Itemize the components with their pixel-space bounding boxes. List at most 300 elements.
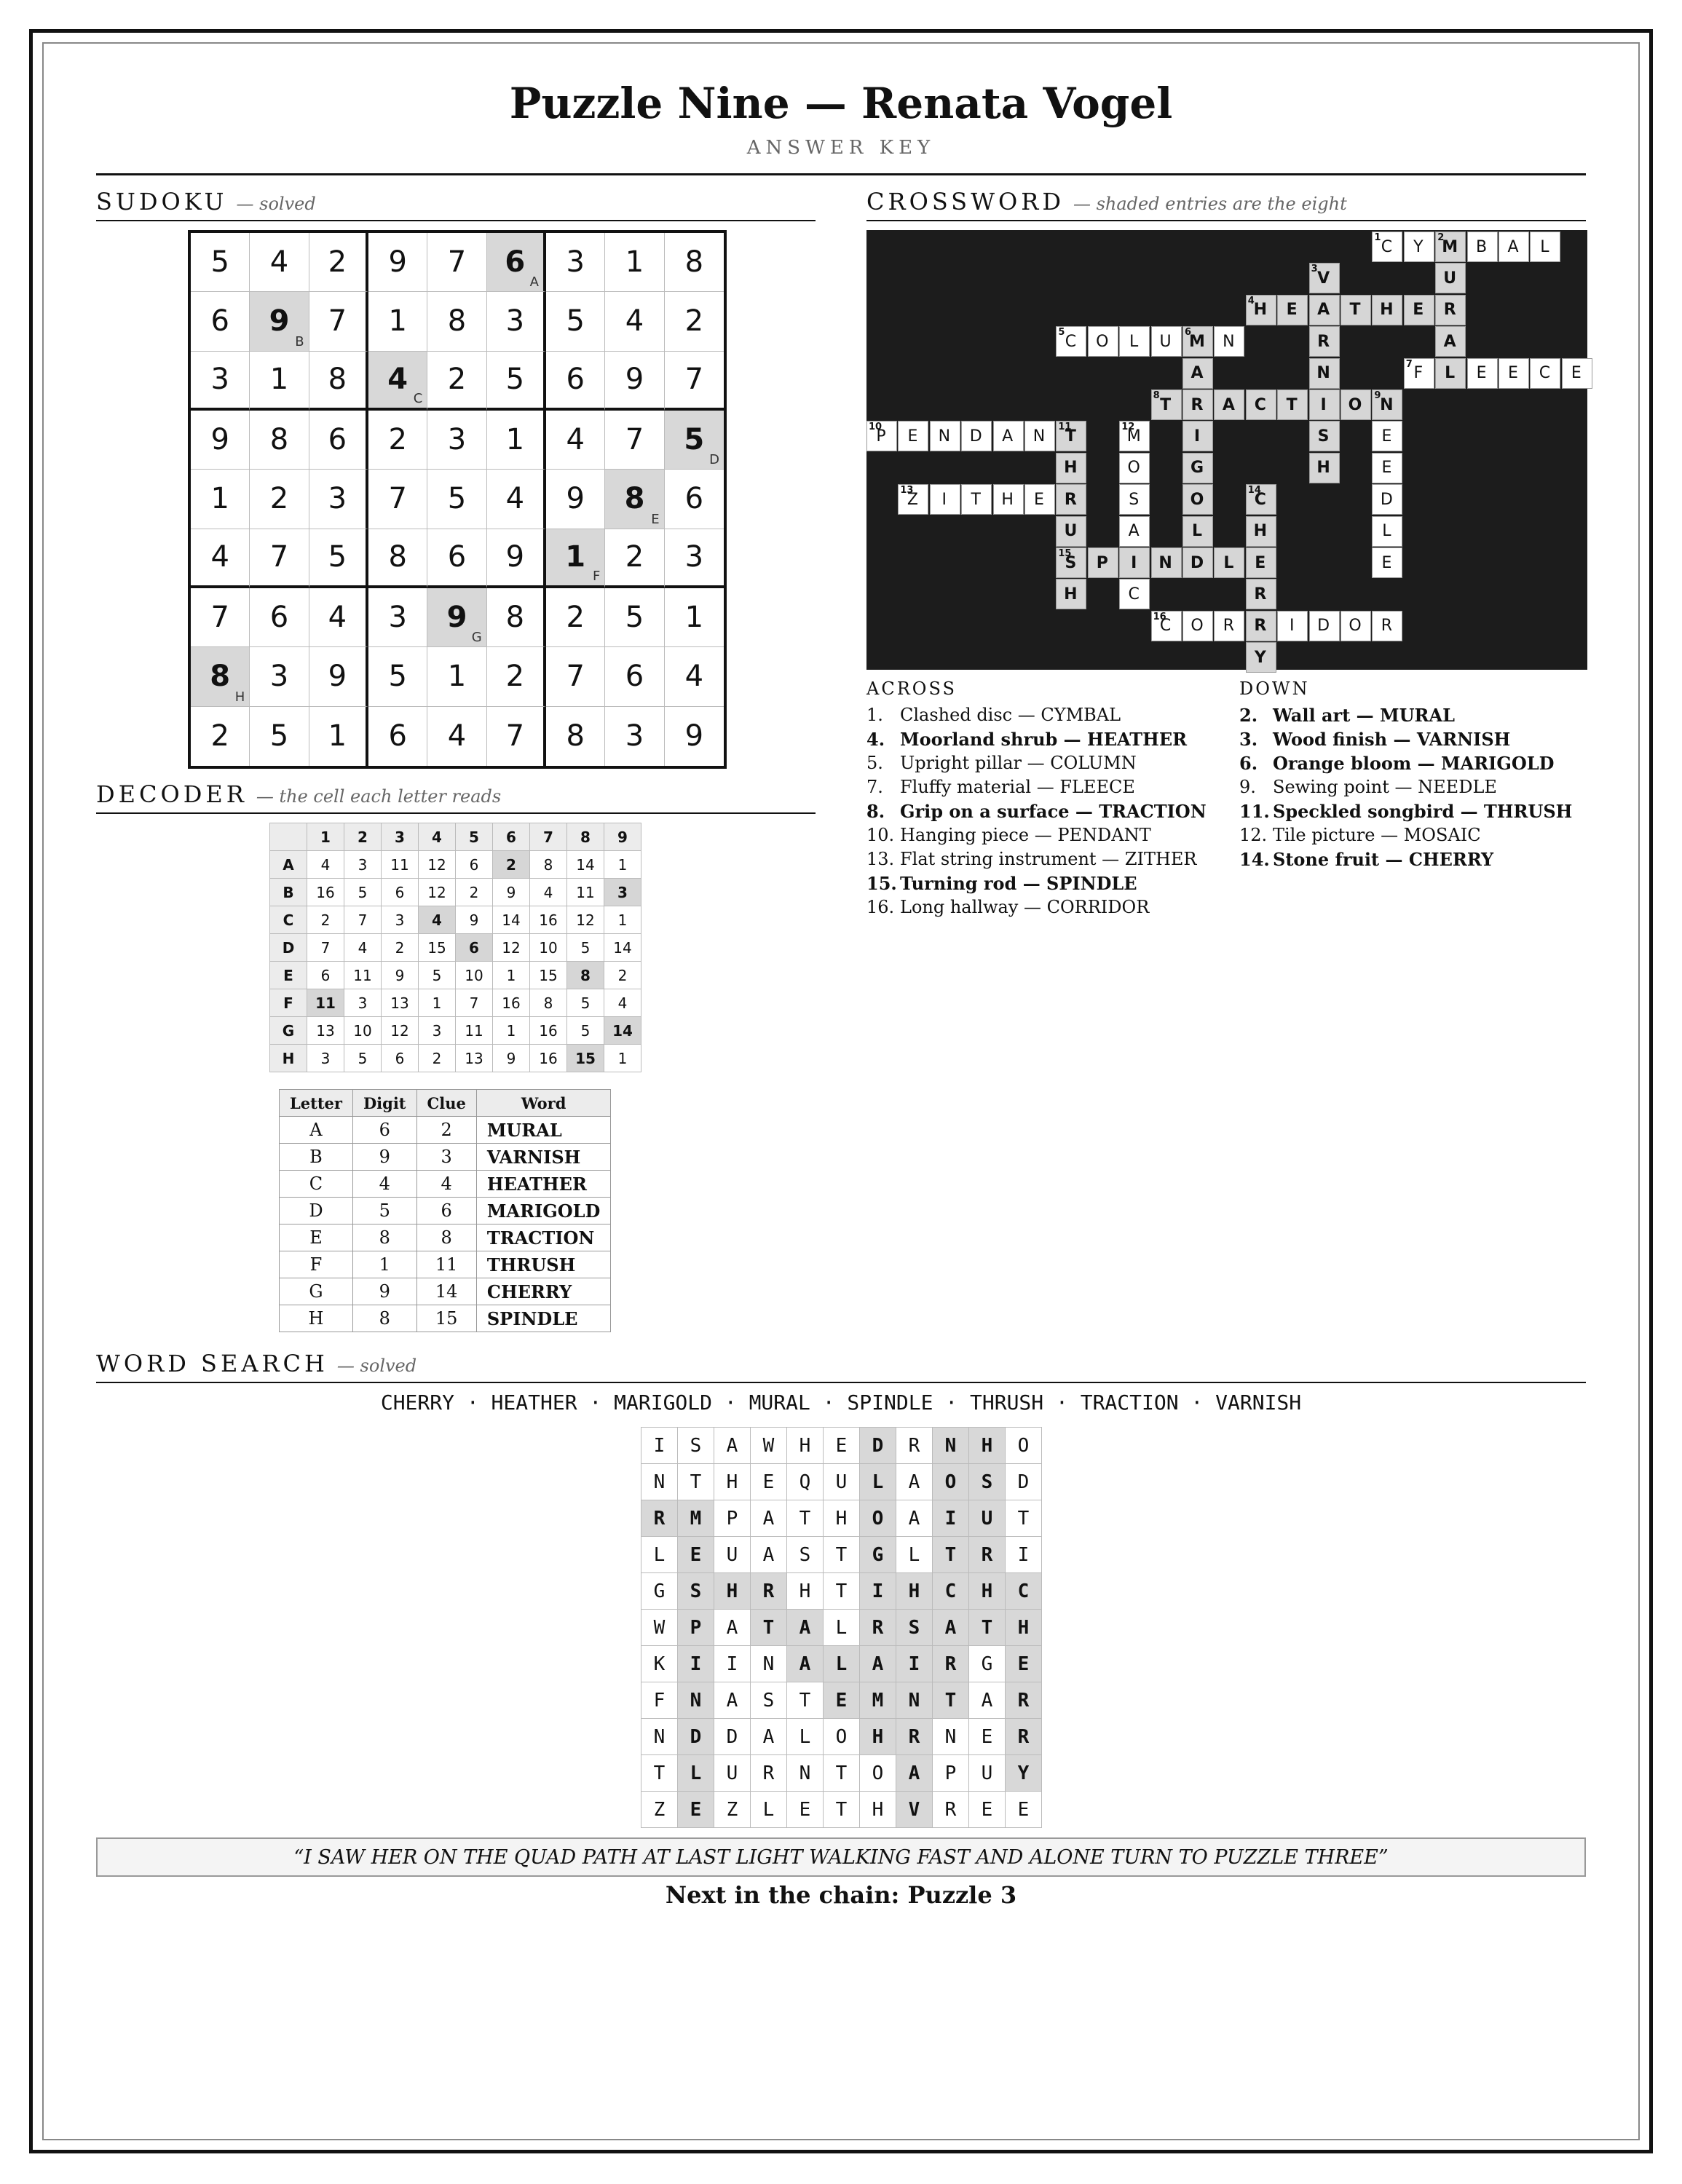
decoder-cell: 3	[307, 1045, 344, 1072]
wordsearch-cell: I	[933, 1500, 969, 1537]
clue-text: Sewing point — NEEDLE	[1273, 777, 1497, 797]
crossword-grid	[866, 230, 1587, 670]
wordsearch-cell: L	[751, 1792, 787, 1828]
decoder-row	[270, 879, 641, 906]
decoder-cell: 4	[604, 989, 641, 1017]
crossword-cell: N	[1151, 547, 1182, 578]
decoder-cell: 1	[604, 906, 641, 934]
decoder-column-header: 4	[419, 823, 456, 851]
crossword-clue-number: 4	[1247, 295, 1255, 306]
decoder-cell: 8	[567, 962, 604, 989]
decoder-cell: 9	[382, 962, 419, 989]
sudoku-cell: 4	[250, 233, 309, 292]
crossword-cell: U	[1056, 516, 1086, 547]
clue-text: Orange bloom — MARIGOLD	[1273, 753, 1555, 774]
decoder-cell: 2	[382, 934, 419, 962]
crossword-cell: N	[1309, 358, 1340, 389]
crossword-cell: E	[1404, 295, 1434, 325]
decoder-cell: 1	[604, 1045, 641, 1072]
sudoku-cell-tag: G	[471, 630, 482, 646]
crossword-cell: S 15	[1056, 547, 1086, 578]
key-cell: 9	[352, 1144, 416, 1171]
crossword-cell: Z 13	[898, 484, 928, 515]
sudoku-cell: 1	[427, 647, 486, 706]
crossword-cell: R	[1246, 579, 1276, 609]
sudoku-cell-tag: H	[234, 689, 245, 705]
wordsearch-cell: P	[678, 1610, 714, 1646]
sudoku-cell: 5	[191, 233, 250, 292]
key-cell: A	[280, 1117, 353, 1144]
wordsearch-cell: W	[751, 1428, 787, 1464]
key-row	[280, 1251, 611, 1278]
decoder-cell: 4	[344, 934, 382, 962]
decoder-cell: 11	[382, 851, 419, 879]
sudoku-cell: 3	[427, 411, 486, 470]
crossword-cell: T	[961, 484, 992, 515]
crossword-cell: I	[1119, 547, 1150, 578]
crossword-cell: O	[1182, 484, 1213, 515]
sudoku-cell: 8 H	[191, 647, 250, 706]
crossword-cell: D	[961, 421, 992, 451]
sudoku-cell: 3	[487, 292, 546, 351]
sudoku-cell: 7	[605, 411, 664, 470]
wordsearch-heading	[96, 1350, 416, 1377]
wordsearch-cell: U	[714, 1755, 751, 1792]
sudoku-cell: 2	[309, 233, 368, 292]
clue-item	[1239, 727, 1572, 751]
clue-item	[866, 871, 1207, 895]
clue-number: 14.	[1239, 849, 1270, 870]
key-cell: H	[280, 1305, 353, 1332]
sudoku-cell: 7	[368, 470, 427, 529]
decoder-cell: 3	[344, 851, 382, 879]
decoder-cell: 15	[419, 934, 456, 962]
decoder-row	[270, 1045, 641, 1072]
crossword-cell: L	[1372, 516, 1402, 547]
wordsearch-cell: A	[896, 1464, 933, 1500]
key-word-cell: VARNISH	[476, 1144, 610, 1171]
clue-number: 7.	[866, 777, 883, 797]
decoder-row	[270, 851, 641, 879]
wordsearch-cell: A	[896, 1500, 933, 1537]
crossword-cell: D	[1309, 611, 1340, 641]
sudoku-cell-tag: B	[295, 333, 304, 349]
crossword-cell: S	[1119, 484, 1150, 515]
sudoku-heading	[96, 188, 316, 215]
crossword-cell: C	[1246, 389, 1276, 420]
wordsearch-cell: H	[969, 1573, 1006, 1610]
clue-item	[866, 895, 1207, 919]
wordsearch-cell: E	[678, 1792, 714, 1828]
wordsearch-cell: N	[933, 1719, 969, 1755]
wordsearch-cell: E	[751, 1464, 787, 1500]
key-cell: 8	[416, 1224, 476, 1251]
decoder-cell: 8	[530, 989, 567, 1017]
wordsearch-cell: H	[787, 1573, 824, 1610]
decoder-cell: 3	[419, 1017, 456, 1045]
crossword-clue-number: 10	[869, 422, 883, 433]
clue-number: 10.	[866, 825, 895, 845]
sudoku-cell: 1	[309, 707, 368, 766]
key-cell: G	[280, 1278, 353, 1305]
wordsearch-cell: A	[751, 1500, 787, 1537]
wordsearch-cell: V	[896, 1792, 933, 1828]
decoder-column-header: 2	[344, 823, 382, 851]
wordsearch-cell: G	[969, 1646, 1006, 1682]
wordsearch-cell: I	[1006, 1537, 1042, 1573]
sudoku-cell: 9	[368, 233, 427, 292]
crossword-clue-number: 2	[1437, 232, 1445, 243]
key-word-cell: HEATHER	[476, 1171, 610, 1198]
wordsearch-cell: E	[1006, 1646, 1042, 1682]
key-cell: 6	[352, 1117, 416, 1144]
key-row	[280, 1305, 611, 1332]
wordsearch-cell: A	[969, 1682, 1006, 1719]
decoder-cell: 9	[493, 879, 530, 906]
wordsearch-cell: D	[860, 1428, 896, 1464]
clue-text: Long hallway — CORRIDOR	[900, 897, 1150, 917]
crossword-cell: O	[1088, 326, 1118, 357]
decoder-cell: 4	[419, 906, 456, 934]
key-word-cell: SPINDLE	[476, 1305, 610, 1332]
clue-number: 13.	[866, 849, 895, 869]
wordsearch-cell: C	[1006, 1573, 1042, 1610]
wordsearch-cell: H	[1006, 1610, 1042, 1646]
sudoku-cell: 6	[546, 352, 605, 411]
wordsearch-heading-note: — solved	[336, 1356, 417, 1376]
clue-item	[866, 799, 1207, 823]
crossword-cell: A	[993, 421, 1024, 451]
sudoku-cell: 3	[309, 470, 368, 529]
wordsearch-cell: A	[714, 1610, 751, 1646]
wordsearch-cell: T	[824, 1755, 860, 1792]
clue-text: Grip on a surface — TRACTION	[900, 801, 1207, 822]
wordsearch-cell: E	[1006, 1792, 1042, 1828]
crossword-clue-number: 6	[1185, 327, 1192, 339]
decoder-cell: 12	[567, 906, 604, 934]
decoder-heading-label: DECODER	[96, 780, 248, 808]
wordsearch-cell: E	[678, 1537, 714, 1573]
sudoku-cell-tag: A	[529, 274, 539, 290]
decoder-cell: 12	[419, 879, 456, 906]
key-cell: C	[280, 1171, 353, 1198]
wordsearch-cell: A	[714, 1682, 751, 1719]
crossword-cell: A	[1309, 295, 1340, 325]
wordsearch-word-list: CHERRY · HEATHER · MARIGOLD · MURAL · SPINDLE · THRUSH · TRACTION · VARNISH	[380, 1390, 1302, 1415]
wordsearch-cell: O	[824, 1719, 860, 1755]
wordsearch-cell: A	[751, 1537, 787, 1573]
sudoku-cell: 2	[250, 470, 309, 529]
crossword-cell: T	[1277, 389, 1308, 420]
decoder-cell: 15	[530, 962, 567, 989]
crossword-cell: R	[1056, 484, 1086, 515]
wordsearch-cell: T	[824, 1537, 860, 1573]
key-header-row	[280, 1090, 611, 1117]
decoder-cell: 12	[493, 934, 530, 962]
decoder-rule	[96, 812, 816, 814]
wordsearch-cell: E	[969, 1719, 1006, 1755]
clue-item	[866, 703, 1207, 727]
title-rule	[96, 173, 1586, 175]
sudoku-heading-label: SUDOKU	[96, 188, 228, 215]
crossword-cell: E	[1372, 547, 1402, 578]
wordsearch-cell: T	[641, 1755, 678, 1792]
decoder-column-header: 3	[382, 823, 419, 851]
clue-text: Wall art — MURAL	[1273, 705, 1455, 726]
wordsearch-cell: T	[824, 1792, 860, 1828]
key-row	[280, 1117, 611, 1144]
decoder-cell: 1	[493, 1017, 530, 1045]
wordsearch-cell: O	[1006, 1428, 1042, 1464]
crossword-clue-number: 3	[1311, 264, 1318, 275]
sudoku-cell: 6	[368, 707, 427, 766]
wordsearch-cell: R	[1006, 1682, 1042, 1719]
crossword-cell: H	[1246, 516, 1276, 547]
key-row	[280, 1144, 611, 1171]
crossword-cell: I	[1277, 611, 1308, 641]
clue-text: Clashed disc — CYMBAL	[900, 705, 1121, 725]
decoder-cell: 10	[456, 962, 493, 989]
decoder-row-header: G	[270, 1017, 307, 1045]
wordsearch-cell: M	[678, 1500, 714, 1537]
decoder-cell: 12	[419, 851, 456, 879]
crossword-cell: O	[1341, 611, 1371, 641]
crossword-cell: L	[1182, 516, 1213, 547]
sudoku-cell: 7	[309, 292, 368, 351]
sudoku-cell: 5	[368, 647, 427, 706]
sudoku-cell: 5	[546, 292, 605, 351]
decoder-cell: 16	[530, 1045, 567, 1072]
clue-number: 5.	[866, 753, 883, 773]
sudoku-cell: 2	[546, 588, 605, 647]
sudoku-cell: 9 G	[427, 588, 486, 647]
crossword-clue-number: 12	[1121, 422, 1135, 433]
key-word-cell: THRUSH	[476, 1251, 610, 1278]
decoder-cell: 13	[456, 1045, 493, 1072]
wordsearch-cell: R	[860, 1610, 896, 1646]
sudoku-cell: 6	[427, 529, 486, 588]
decoder-cell: 10	[530, 934, 567, 962]
wordsearch-cell: I	[860, 1573, 896, 1610]
sudoku-cell: 1	[191, 470, 250, 529]
crossword-cell: F 7	[1404, 358, 1434, 389]
crossword-cell: E	[1562, 358, 1592, 389]
crossword-cell: A	[1119, 516, 1150, 547]
crossword-cell: A	[1214, 389, 1244, 420]
clue-number: 4.	[866, 729, 885, 750]
clue-item	[1239, 799, 1572, 823]
across-heading: ACROSS	[866, 678, 957, 699]
clue-number: 9.	[1239, 777, 1256, 797]
sudoku-cell: 4 C	[368, 352, 427, 411]
clue-number: 16.	[866, 897, 895, 917]
crossword-cell: L	[1435, 358, 1466, 389]
sudoku-cell: 8	[665, 233, 724, 292]
decoder-cell: 9	[493, 1045, 530, 1072]
wordsearch-cell: T	[787, 1500, 824, 1537]
wordsearch-cell: R	[933, 1646, 969, 1682]
key-word-cell: CHERRY	[476, 1278, 610, 1305]
decoder-cell: 15	[567, 1045, 604, 1072]
sudoku-cell: 1	[487, 411, 546, 470]
page-title: Puzzle Nine — Renata Vogel	[509, 79, 1173, 128]
sudoku-cell: 8	[309, 352, 368, 411]
clue-number: 6.	[1239, 753, 1258, 774]
wordsearch-cell: Z	[641, 1792, 678, 1828]
decoder-cell: 6	[382, 1045, 419, 1072]
wordsearch-cell: O	[860, 1755, 896, 1792]
clue-item	[1239, 775, 1572, 799]
key-column-header: Word	[476, 1090, 610, 1117]
sudoku-cell: 3	[546, 233, 605, 292]
decoder-cell: 14	[567, 851, 604, 879]
crossword-cell: O	[1341, 389, 1371, 420]
sudoku-cell: 1	[250, 352, 309, 411]
decoder-cell: 5	[344, 879, 382, 906]
sudoku-cell: 4	[427, 707, 486, 766]
decoder-cell: 14	[604, 1017, 641, 1045]
wordsearch-cell: R	[933, 1792, 969, 1828]
sudoku-cell: 5	[427, 470, 486, 529]
crossword-cell: T 8	[1151, 389, 1182, 420]
crossword-cell: C 14	[1246, 484, 1276, 515]
crossword-cell: N	[1024, 421, 1055, 451]
crossword-cell: P 10	[866, 421, 897, 451]
wordsearch-cell: T	[933, 1537, 969, 1573]
crossword-clue-number: 14	[1247, 485, 1261, 496]
decoder-cell: 2	[456, 879, 493, 906]
sudoku-cell: 9	[191, 411, 250, 470]
decoder-row	[270, 934, 641, 962]
clue-item	[1239, 703, 1572, 727]
wordsearch-cell: L	[824, 1646, 860, 1682]
sudoku-cell: 8	[546, 707, 605, 766]
sudoku-cell: 3	[665, 529, 724, 588]
wordsearch-cell: G	[641, 1573, 678, 1610]
decoder-cell: 13	[307, 1017, 344, 1045]
decoder-cell: 7	[456, 989, 493, 1017]
key-row	[280, 1198, 611, 1224]
crossword-cell: E	[1467, 358, 1498, 389]
key-cell: D	[280, 1198, 353, 1224]
crossword-cell: C 5	[1056, 326, 1086, 357]
sudoku-cell: 4	[546, 411, 605, 470]
decoder-heading-note: — the cell each letter reads	[256, 786, 502, 807]
decoder-header-row	[270, 823, 641, 851]
clue-text: Wood finish — VARNISH	[1273, 729, 1511, 750]
wordsearch-cell: H	[860, 1792, 896, 1828]
decoder-heading	[96, 780, 501, 808]
clue-item	[866, 775, 1207, 799]
key-cell: E	[280, 1224, 353, 1251]
clue-number: 12.	[1239, 825, 1268, 845]
key-cell: 9	[352, 1278, 416, 1305]
sudoku-cell: 2	[487, 647, 546, 706]
key-cell: 8	[352, 1305, 416, 1332]
decoder-row-header: A	[270, 851, 307, 879]
key-cell: B	[280, 1144, 353, 1171]
clue-item	[866, 823, 1207, 847]
wordsearch-cell: U	[969, 1755, 1006, 1792]
sudoku-cell: 6	[605, 647, 664, 706]
wordsearch-grid	[641, 1427, 1042, 1828]
wordsearch-cell: R	[969, 1537, 1006, 1573]
crossword-cell: N 9	[1372, 389, 1402, 420]
decoder-cell: 16	[307, 879, 344, 906]
decoder-row	[270, 1017, 641, 1045]
key-cell: 6	[416, 1198, 476, 1224]
clue-number: 8.	[866, 801, 885, 822]
clue-text: Upright pillar — COLUMN	[900, 753, 1137, 773]
sudoku-cell: 3	[250, 647, 309, 706]
decoder-cell: 2	[419, 1045, 456, 1072]
clue-number: 2.	[1239, 705, 1258, 726]
wordsearch-cell: M	[860, 1682, 896, 1719]
crossword-cell: N	[1214, 326, 1244, 357]
wordsearch-cell: L	[896, 1537, 933, 1573]
wordsearch-cell: I	[714, 1646, 751, 1682]
key-column-header: Digit	[352, 1090, 416, 1117]
key-cell: 11	[416, 1251, 476, 1278]
decoder-cell: 7	[344, 906, 382, 934]
crossword-cell: H	[1056, 453, 1086, 483]
wordsearch-cell: N	[641, 1719, 678, 1755]
sudoku-cell-tag: F	[592, 569, 601, 584]
wordsearch-cell: O	[860, 1500, 896, 1537]
decoder-key-table	[279, 1089, 611, 1332]
sudoku-cell: 2	[665, 292, 724, 351]
key-row	[280, 1224, 611, 1251]
sudoku-cell: 3	[605, 707, 664, 766]
crossword-cell: R	[1435, 295, 1466, 325]
wordsearch-cell: H	[896, 1573, 933, 1610]
crossword-clue-number: 1	[1374, 232, 1381, 243]
sudoku-cell: 4	[665, 647, 724, 706]
crossword-cell: N	[930, 421, 960, 451]
wordsearch-cell: H	[714, 1464, 751, 1500]
decoder-cell: 1	[493, 962, 530, 989]
wordsearch-cell: L	[787, 1719, 824, 1755]
decoder-cell: 13	[382, 989, 419, 1017]
decoder-row	[270, 906, 641, 934]
crossword-cell: E	[1024, 484, 1055, 515]
sudoku-cell: 1 F	[546, 529, 605, 588]
sudoku-cell: 6	[191, 292, 250, 351]
decoder-column-header: 9	[604, 823, 641, 851]
crossword-cell: M 6	[1182, 326, 1213, 357]
key-word-cell: TRACTION	[476, 1224, 610, 1251]
wordsearch-cell: N	[787, 1755, 824, 1792]
sudoku-cell: 5	[250, 707, 309, 766]
sudoku-cell: 4	[309, 588, 368, 647]
wordsearch-cell: L	[824, 1610, 860, 1646]
crossword-cell: R	[1372, 611, 1402, 641]
wordsearch-cell: S	[969, 1464, 1006, 1500]
decoder-corner-cell	[270, 823, 307, 851]
decoder-cell: 6	[307, 962, 344, 989]
clue-item	[1239, 823, 1572, 847]
wordsearch-cell: A	[896, 1755, 933, 1792]
crossword-cell: S	[1309, 421, 1340, 451]
decoder-cell: 3	[382, 906, 419, 934]
sudoku-cell: 9 B	[250, 292, 309, 351]
crossword-cell: T	[1341, 295, 1371, 325]
crossword-cell: E	[1372, 421, 1402, 451]
decoder-row	[270, 962, 641, 989]
clue-text: Hanging piece — PENDANT	[900, 825, 1151, 845]
crossword-cell: U	[1435, 263, 1466, 293]
key-column-header: Letter	[280, 1090, 353, 1117]
